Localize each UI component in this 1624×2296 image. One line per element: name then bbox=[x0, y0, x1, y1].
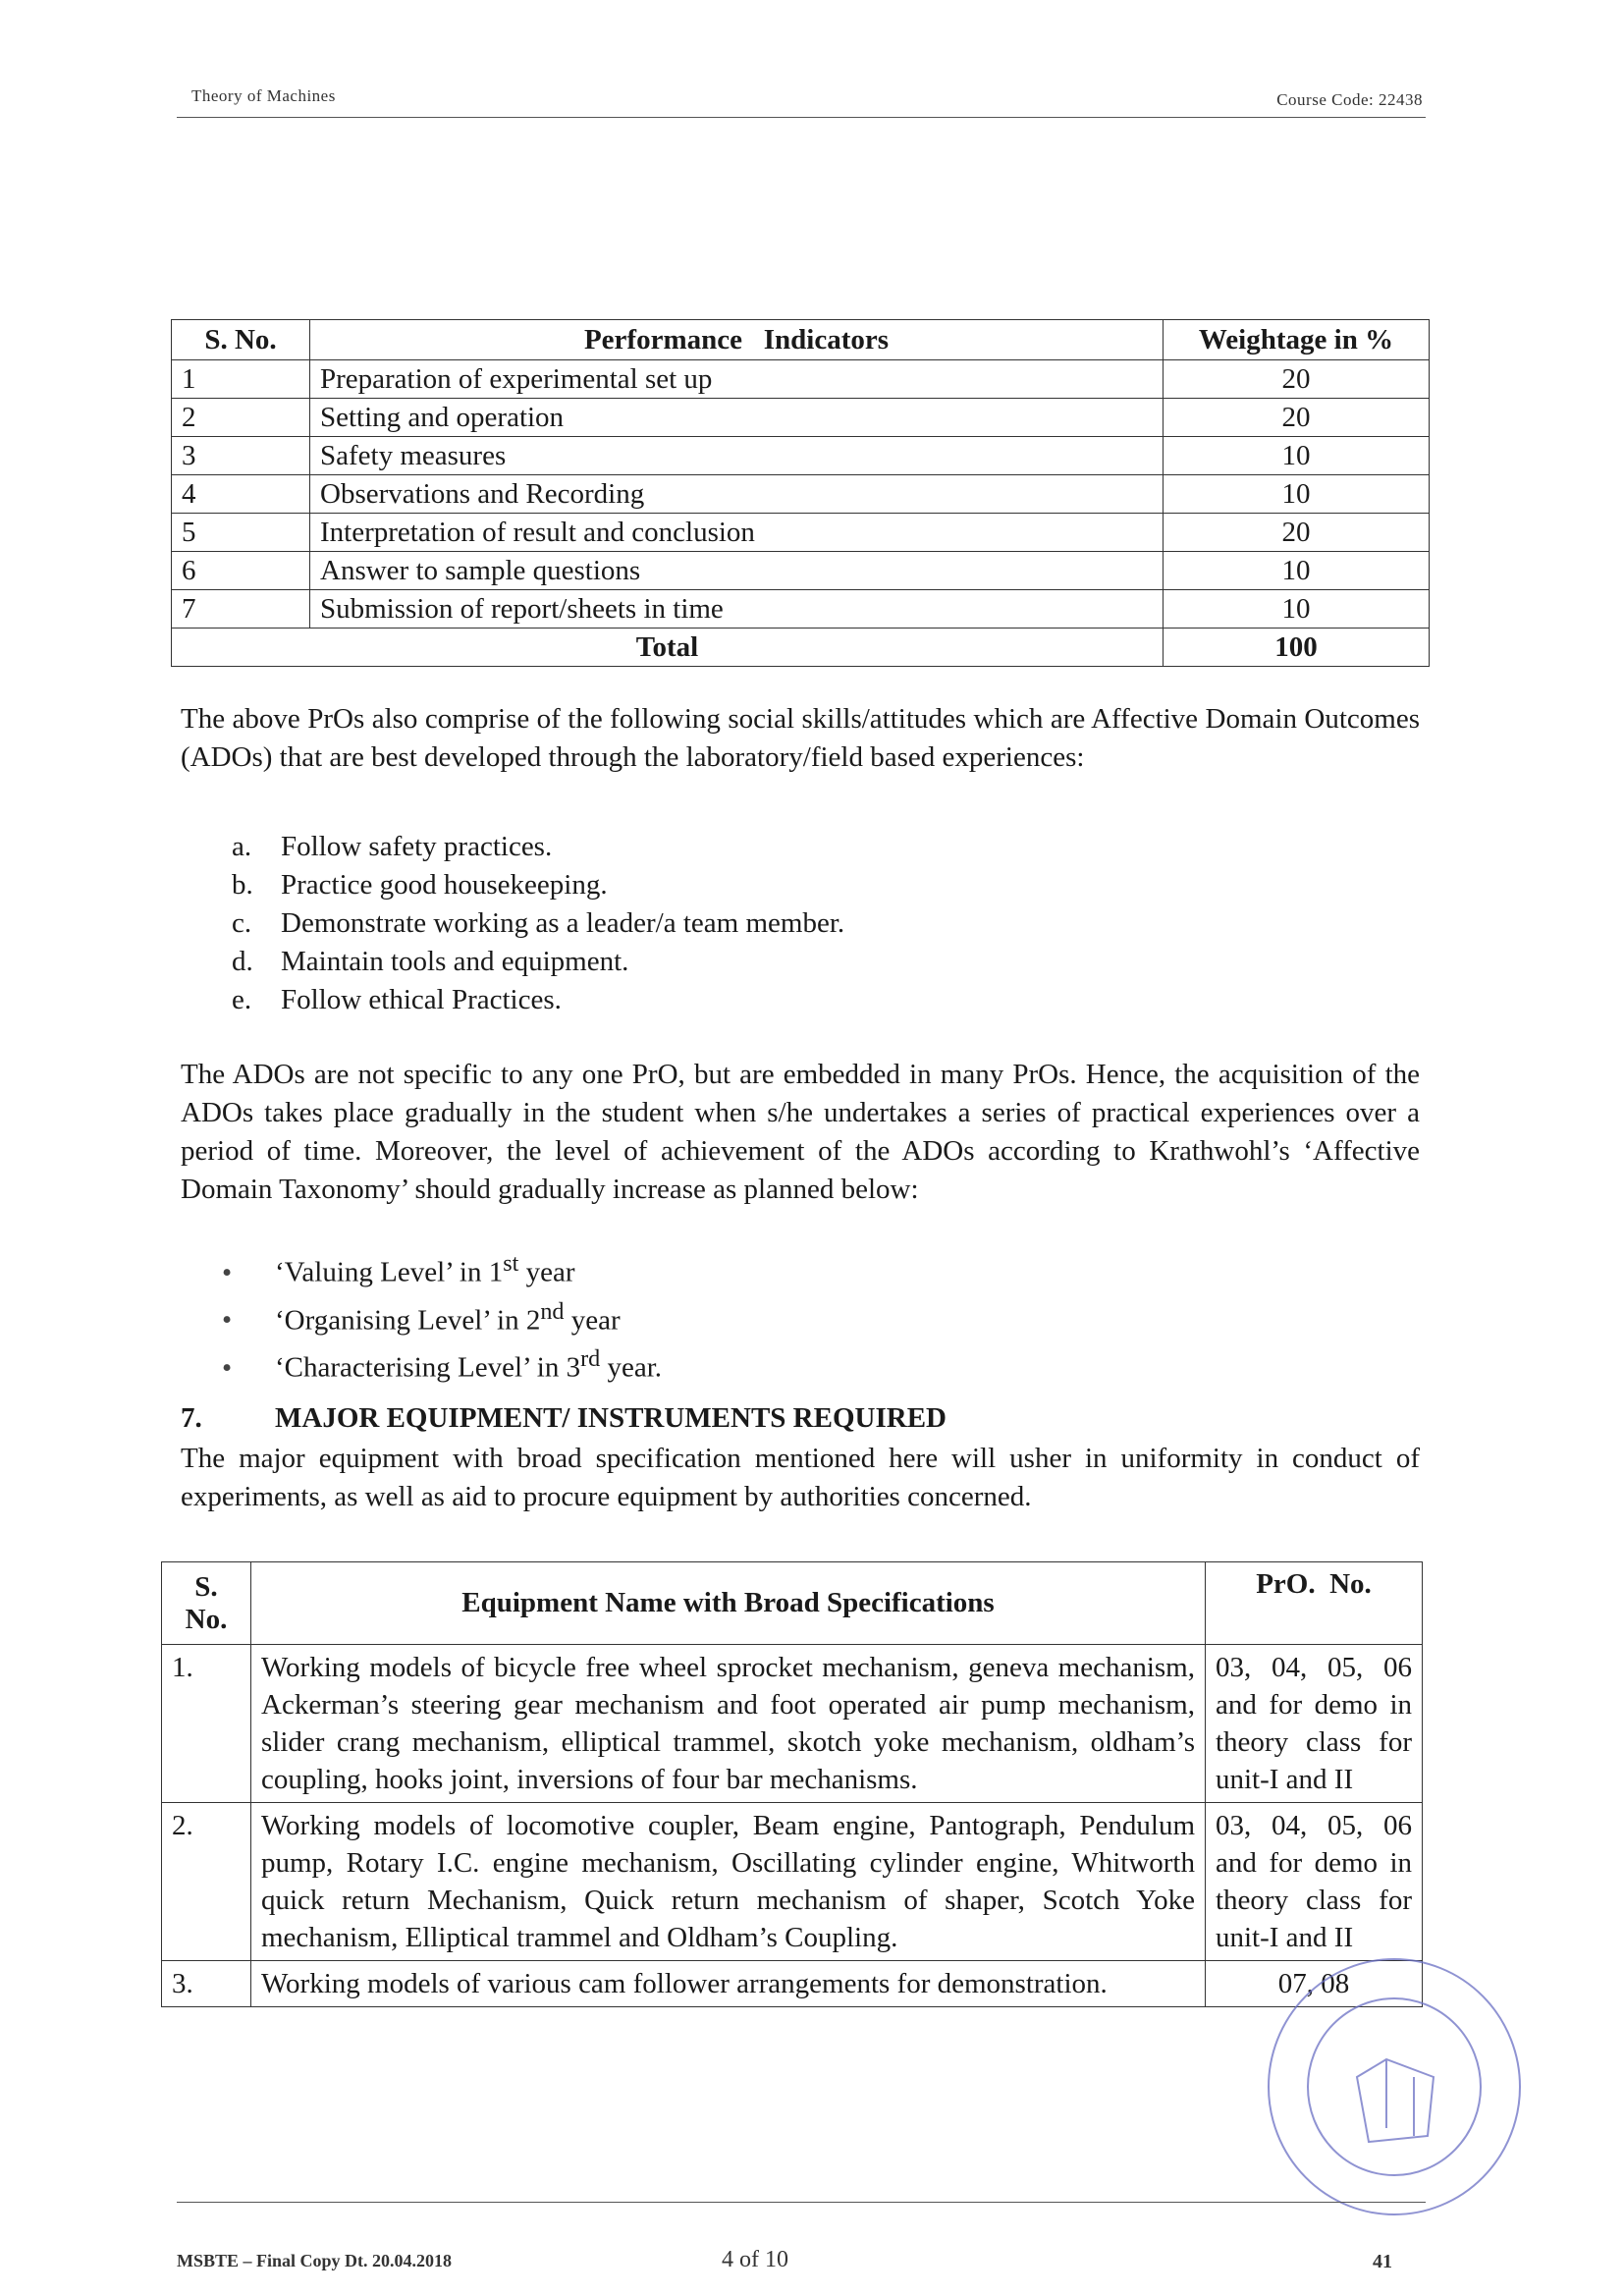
table-total-row bbox=[172, 629, 1430, 667]
level-superscript: st bbox=[503, 1250, 519, 1277]
table-header-row bbox=[162, 1562, 1423, 1645]
list-item-text: Maintain tools and equipment. bbox=[281, 946, 629, 977]
seal-inner-ring bbox=[1308, 1998, 1481, 2175]
row-sno: 4 bbox=[172, 475, 310, 514]
footer-page-number: 41 bbox=[1373, 2251, 1392, 2272]
table-row bbox=[172, 514, 1430, 552]
header-course-code: Course Code: 22438 bbox=[1276, 90, 1423, 109]
list-item-text: Follow safety practices. bbox=[281, 831, 553, 862]
list-item-text: Practice good housekeeping. bbox=[281, 869, 608, 901]
list-item bbox=[232, 828, 844, 866]
row-sno: 1. bbox=[162, 1645, 251, 1803]
list-item bbox=[232, 904, 844, 943]
list-item-text: Follow ethical Practices. bbox=[281, 984, 562, 1015]
list-marker: e. bbox=[232, 984, 252, 1015]
row-indicator: Preparation of experimental set up bbox=[310, 360, 1164, 399]
row-equipment: Working models of bicycle free wheel sprocket mechanism, geneva mechanism, Ackerman’s steering gear mechanism and foot operated air pump mechanism, slider crang mechanism, elliptical trammel, skotch yoke mechanism, oldham’s coupling, hooks joint, inversions of four bar mechanisms. bbox=[251, 1645, 1206, 1803]
level-suffix: year bbox=[564, 1304, 621, 1337]
row-indicator: Observations and Recording bbox=[310, 475, 1164, 514]
list-item bbox=[222, 1339, 662, 1388]
list-marker: d. bbox=[232, 946, 253, 977]
list-item bbox=[222, 1292, 662, 1340]
footer-page-count: 4 of 10 bbox=[722, 2247, 788, 2272]
row-weightage: 20 bbox=[1164, 514, 1430, 552]
list-item bbox=[232, 866, 844, 904]
row-pro-no: 07, 08 bbox=[1206, 1961, 1423, 2007]
level-text: ‘Organising Level’ in 2 bbox=[275, 1304, 541, 1337]
section-heading bbox=[181, 1402, 947, 1435]
bullet-icon: • bbox=[222, 1304, 233, 1337]
table-row bbox=[172, 399, 1430, 437]
footer-rule bbox=[177, 2202, 1426, 2203]
section-number: 7. bbox=[181, 1402, 202, 1434]
total-label: Total bbox=[172, 629, 1164, 667]
ado-list bbox=[232, 828, 844, 1019]
bullet-icon: • bbox=[222, 1256, 233, 1288]
row-weightage: 20 bbox=[1164, 399, 1430, 437]
equipment-table bbox=[161, 1561, 1423, 2007]
level-list bbox=[222, 1244, 662, 1388]
row-indicator: Submission of report/sheets in time bbox=[310, 590, 1164, 629]
row-pro-no: 03, 04, 05, 06 and for demo in theory class for unit-I and II bbox=[1206, 1645, 1423, 1803]
row-indicator: Safety measures bbox=[310, 437, 1164, 475]
footer-copy-date: MSBTE – Final Copy Dt. 20.04.2018 bbox=[177, 2251, 453, 2270]
list-item bbox=[232, 943, 844, 981]
performance-indicators-table bbox=[171, 319, 1430, 667]
table-row bbox=[172, 475, 1430, 514]
list-marker: c. bbox=[232, 907, 252, 939]
ado-explanation-paragraph: The ADOs are not specific to any one PrO, but are embedded in many PrOs. Hence, the acquisition of the ADOs takes place gradually in the student when s/he undertakes a series of practical experiences over a period of time. Moreover, the level of achievement of the ADOs according to Krathwohl’s ‘Affective Domain Taxonomy’ should gradually increase as planned below: bbox=[181, 1059, 1420, 1205]
column-header-sno: S. No. bbox=[172, 320, 310, 360]
table-header-row bbox=[172, 320, 1430, 360]
row-weightage: 10 bbox=[1164, 437, 1430, 475]
row-sno: 7 bbox=[172, 590, 310, 629]
row-equipment: Working models of locomotive coupler, Beam engine, Pantograph, Pendulum pump, Rotary I.C. engine mechanism, Oscillating cylinder engine, Whitworth quick return Mechanism, Quick return mechanism of shaper, Scotch Yoke mechanism, Elliptical trammel and Oldham’s Coupling. bbox=[251, 1803, 1206, 1961]
list-item bbox=[232, 981, 844, 1019]
row-weightage: 20 bbox=[1164, 360, 1430, 399]
bullet-icon: • bbox=[222, 1351, 233, 1384]
ado-intro-paragraph: The above PrOs also comprise of the following social skills/attitudes which are Affective Domain Outcomes (ADOs) that are best developed through the laboratory/field based experiences: bbox=[181, 703, 1420, 773]
row-indicator: Answer to sample questions bbox=[310, 552, 1164, 590]
list-marker: a. bbox=[232, 831, 252, 862]
section-title: MAJOR EQUIPMENT/ INSTRUMENTS REQUIRED bbox=[275, 1402, 947, 1434]
board-seal-stamp bbox=[1247, 1940, 1542, 2273]
column-header-equipment: Equipment Name with Broad Specifications bbox=[251, 1562, 1206, 1645]
seal-book-emblem bbox=[1357, 2059, 1434, 2142]
row-weightage: 10 bbox=[1164, 552, 1430, 590]
table-row bbox=[162, 1961, 1423, 2007]
level-superscript: nd bbox=[540, 1297, 565, 1325]
level-suffix: year bbox=[518, 1256, 575, 1288]
list-item-text: Demonstrate working as a leader/a team member. bbox=[281, 907, 845, 939]
column-header-indicators: Performance Indicators bbox=[310, 320, 1164, 360]
level-text: ‘Characterising Level’ in 3 bbox=[275, 1351, 581, 1384]
row-weightage: 10 bbox=[1164, 590, 1430, 629]
table-row bbox=[172, 590, 1430, 629]
level-text: ‘Valuing Level’ in 1 bbox=[275, 1256, 504, 1288]
header-course-title: Theory of Machines bbox=[191, 86, 336, 105]
row-sno: 6 bbox=[172, 552, 310, 590]
row-indicator: Setting and operation bbox=[310, 399, 1164, 437]
list-item bbox=[222, 1244, 662, 1292]
table-row bbox=[172, 552, 1430, 590]
row-weightage: 10 bbox=[1164, 475, 1430, 514]
row-sno: 3. bbox=[162, 1961, 251, 2007]
row-sno: 3 bbox=[172, 437, 310, 475]
table-row bbox=[162, 1803, 1423, 1961]
row-sno: 5 bbox=[172, 514, 310, 552]
level-superscript: rd bbox=[580, 1345, 601, 1373]
table-row bbox=[172, 360, 1430, 399]
header-rule bbox=[177, 117, 1426, 118]
table-row bbox=[172, 437, 1430, 475]
column-header-weightage: Weightage in % bbox=[1164, 320, 1430, 360]
seal-graphic bbox=[1269, 1959, 1520, 2214]
row-indicator: Interpretation of result and conclusion bbox=[310, 514, 1164, 552]
total-value: 100 bbox=[1164, 629, 1430, 667]
table-row bbox=[162, 1645, 1423, 1803]
level-suffix: year. bbox=[600, 1351, 663, 1384]
row-pro-no: 03, 04, 05, 06 and for demo in theory class for unit-I and II bbox=[1206, 1803, 1423, 1961]
row-sno: 2 bbox=[172, 399, 310, 437]
column-header-pro-no: PrO. No. bbox=[1206, 1562, 1423, 1645]
row-sno: 2. bbox=[162, 1803, 251, 1961]
row-sno: 1 bbox=[172, 360, 310, 399]
section-intro-paragraph: The major equipment with broad specification mentioned here will usher in uniformity in conduct of experiments, as well as aid to procure equipment by authorities concerned. bbox=[181, 1443, 1420, 1512]
row-equipment: Working models of various cam follower arrangements for demonstration. bbox=[251, 1961, 1206, 2007]
column-header-sno: S. No. bbox=[162, 1562, 251, 1645]
list-marker: b. bbox=[232, 869, 253, 901]
